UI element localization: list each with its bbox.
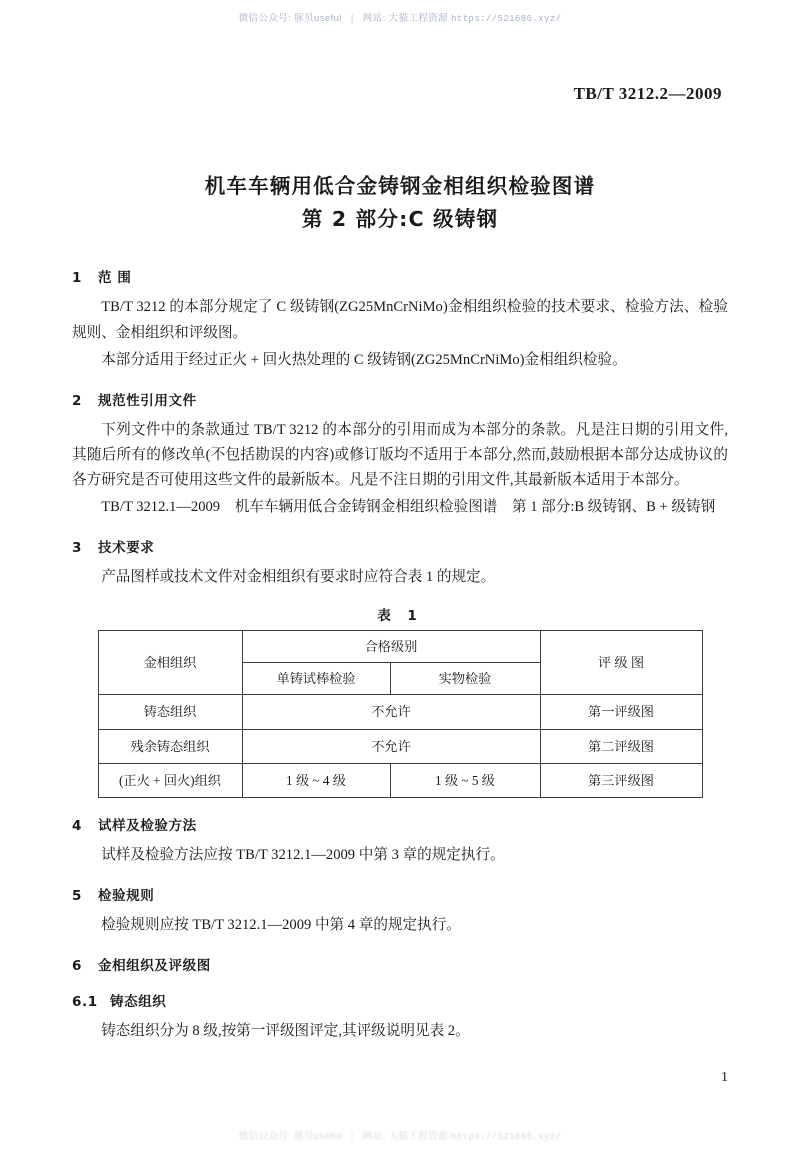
table-cell-structure: 铸态组织 bbox=[98, 695, 242, 729]
table-cell-chart: 第三评级图 bbox=[540, 763, 702, 797]
table-cell-grade: 不允许 bbox=[242, 695, 540, 729]
watermark-account-name: 豚贝useful bbox=[294, 13, 342, 24]
watermark-bottom-separator: | bbox=[350, 1131, 354, 1142]
section-heading-4 bbox=[72, 814, 728, 834]
table-header-chart: 评 级 图 bbox=[540, 631, 702, 695]
table-1 bbox=[98, 630, 703, 798]
table-1-caption: 表 1 bbox=[377, 608, 423, 625]
section-number-1: 1 bbox=[72, 270, 82, 287]
table-cell-structure: (正火 + 回火)组织 bbox=[98, 763, 242, 797]
table-row bbox=[98, 729, 702, 763]
section-5-paragraph-1: 检验规则应按 TB/T 3212.1—2009 中第 4 章的规定执行。 bbox=[101, 917, 461, 934]
watermark-account-label: 微信公众号: bbox=[238, 13, 292, 24]
section-heading-2 bbox=[72, 389, 728, 409]
table-row bbox=[98, 695, 702, 729]
watermark-top bbox=[0, 10, 800, 24]
section-6-1-paragraph-1: 铸态组织分为 8 级,按第一评级图评定,其评级说明见表 2。 bbox=[101, 1023, 470, 1040]
document-body bbox=[72, 170, 728, 1046]
section-title-3: 技术要求 bbox=[98, 540, 155, 557]
page-number: 1 bbox=[721, 1070, 728, 1085]
section-1-paragraph-1: TB/T 3212 的本部分规定了 C 级铸钢(ZG25MnCrNiMo)金相组织检验的技术要求、检验方法、检验规则、金相组织和评级图。 bbox=[72, 299, 728, 341]
table-row bbox=[98, 763, 702, 797]
standard-code-header: TB/T 3212.2—2009 bbox=[573, 84, 722, 103]
section-number-6: 6 bbox=[72, 958, 82, 975]
table-cell-chart: 第一评级图 bbox=[540, 695, 702, 729]
section-title-6-1: 铸态组织 bbox=[110, 994, 167, 1011]
section-number-6-1: 6.1 bbox=[72, 994, 98, 1011]
table-cell-structure: 残余铸态组织 bbox=[98, 729, 242, 763]
section-1-paragraph-2: 本部分适用于经过正火 + 回火热处理的 C 级铸钢(ZG25MnCrNiMo)金相组织检验。 bbox=[101, 351, 627, 368]
section-2-reference-1: TB/T 3212.1—2009 机车车辆用低合金铸钢金相组织检验图谱 第 1 部分:B 级铸钢、B + 级铸钢 bbox=[101, 498, 716, 515]
section-number-5: 5 bbox=[72, 888, 82, 905]
watermark-bottom bbox=[0, 1128, 800, 1142]
section-heading-1 bbox=[72, 266, 728, 286]
watermark-site-name: 大猫工程资源 bbox=[388, 13, 449, 24]
watermark-bottom-site-label: 网站: bbox=[362, 1131, 386, 1142]
section-number-2: 2 bbox=[72, 392, 82, 409]
section-number-4: 4 bbox=[72, 817, 82, 834]
watermark-bottom-account-label: 微信公众号: bbox=[238, 1131, 292, 1142]
table-cell-grade-single: 1 级 ~ 4 级 bbox=[242, 763, 390, 797]
section-4-paragraph-1: 试样及检验方法应按 TB/T 3212.1—2009 中第 3 章的规定执行。 bbox=[101, 846, 505, 863]
page-title bbox=[72, 170, 728, 236]
table-cell-chart: 第二评级图 bbox=[540, 729, 702, 763]
section-heading-6 bbox=[72, 954, 728, 974]
table-cell-grade: 不允许 bbox=[242, 729, 540, 763]
section-title-4: 试样及检验方法 bbox=[98, 817, 197, 834]
table-header-row-1 bbox=[98, 631, 702, 663]
table-cell-grade-actual: 1 级 ~ 5 级 bbox=[390, 763, 540, 797]
section-number-3: 3 bbox=[72, 540, 82, 557]
title-line-2: 第 2 部分:C 级铸钢 bbox=[301, 207, 499, 232]
section-title-6: 金相组织及评级图 bbox=[98, 958, 211, 975]
watermark-url: https://521686.xyz/ bbox=[451, 14, 562, 24]
table-header-grade-single: 单铸试棒检验 bbox=[242, 663, 390, 695]
watermark-site-label: 网站: bbox=[362, 13, 386, 24]
watermark-separator: | bbox=[350, 13, 354, 24]
watermark-bottom-site-name: 大猫工程资源 bbox=[388, 1131, 449, 1142]
section-heading-5 bbox=[72, 884, 728, 904]
table-header-grade-group: 合格级别 bbox=[242, 631, 540, 663]
section-2-paragraph-1: 下列文件中的条款通过 TB/T 3212 的本部分的引用而成为本部分的条款。凡是注日期的引用文件,其随后所有的修改单(不包括勘误的内容)或修订版均不适用于本部分,然而,鼓励根据本部分达成协议的各方研究是否可使用这些文件的最新版本。凡是不注日期的引用文件,其最新版本适用于本部分。 bbox=[72, 421, 728, 488]
section-heading-6-1 bbox=[72, 990, 728, 1010]
section-3-paragraph-1: 产品图样或技术文件对金相组织有要求时应符合表 1 的规定。 bbox=[101, 569, 496, 586]
section-title-5: 检验规则 bbox=[98, 888, 155, 905]
watermark-bottom-account-name: 豚贝useful bbox=[294, 1131, 342, 1142]
section-heading-3 bbox=[72, 536, 728, 556]
table-header-grade-actual: 实物检验 bbox=[390, 663, 540, 695]
section-title-2: 规范性引用文件 bbox=[98, 392, 197, 409]
title-line-1: 机车车辆用低合金铸钢金相组织检验图谱 bbox=[204, 174, 596, 198]
watermark-bottom-url: https://521686.xyz/ bbox=[451, 1132, 562, 1142]
section-title-1: 范 围 bbox=[98, 270, 132, 287]
table-header-structure: 金相组织 bbox=[98, 631, 242, 695]
